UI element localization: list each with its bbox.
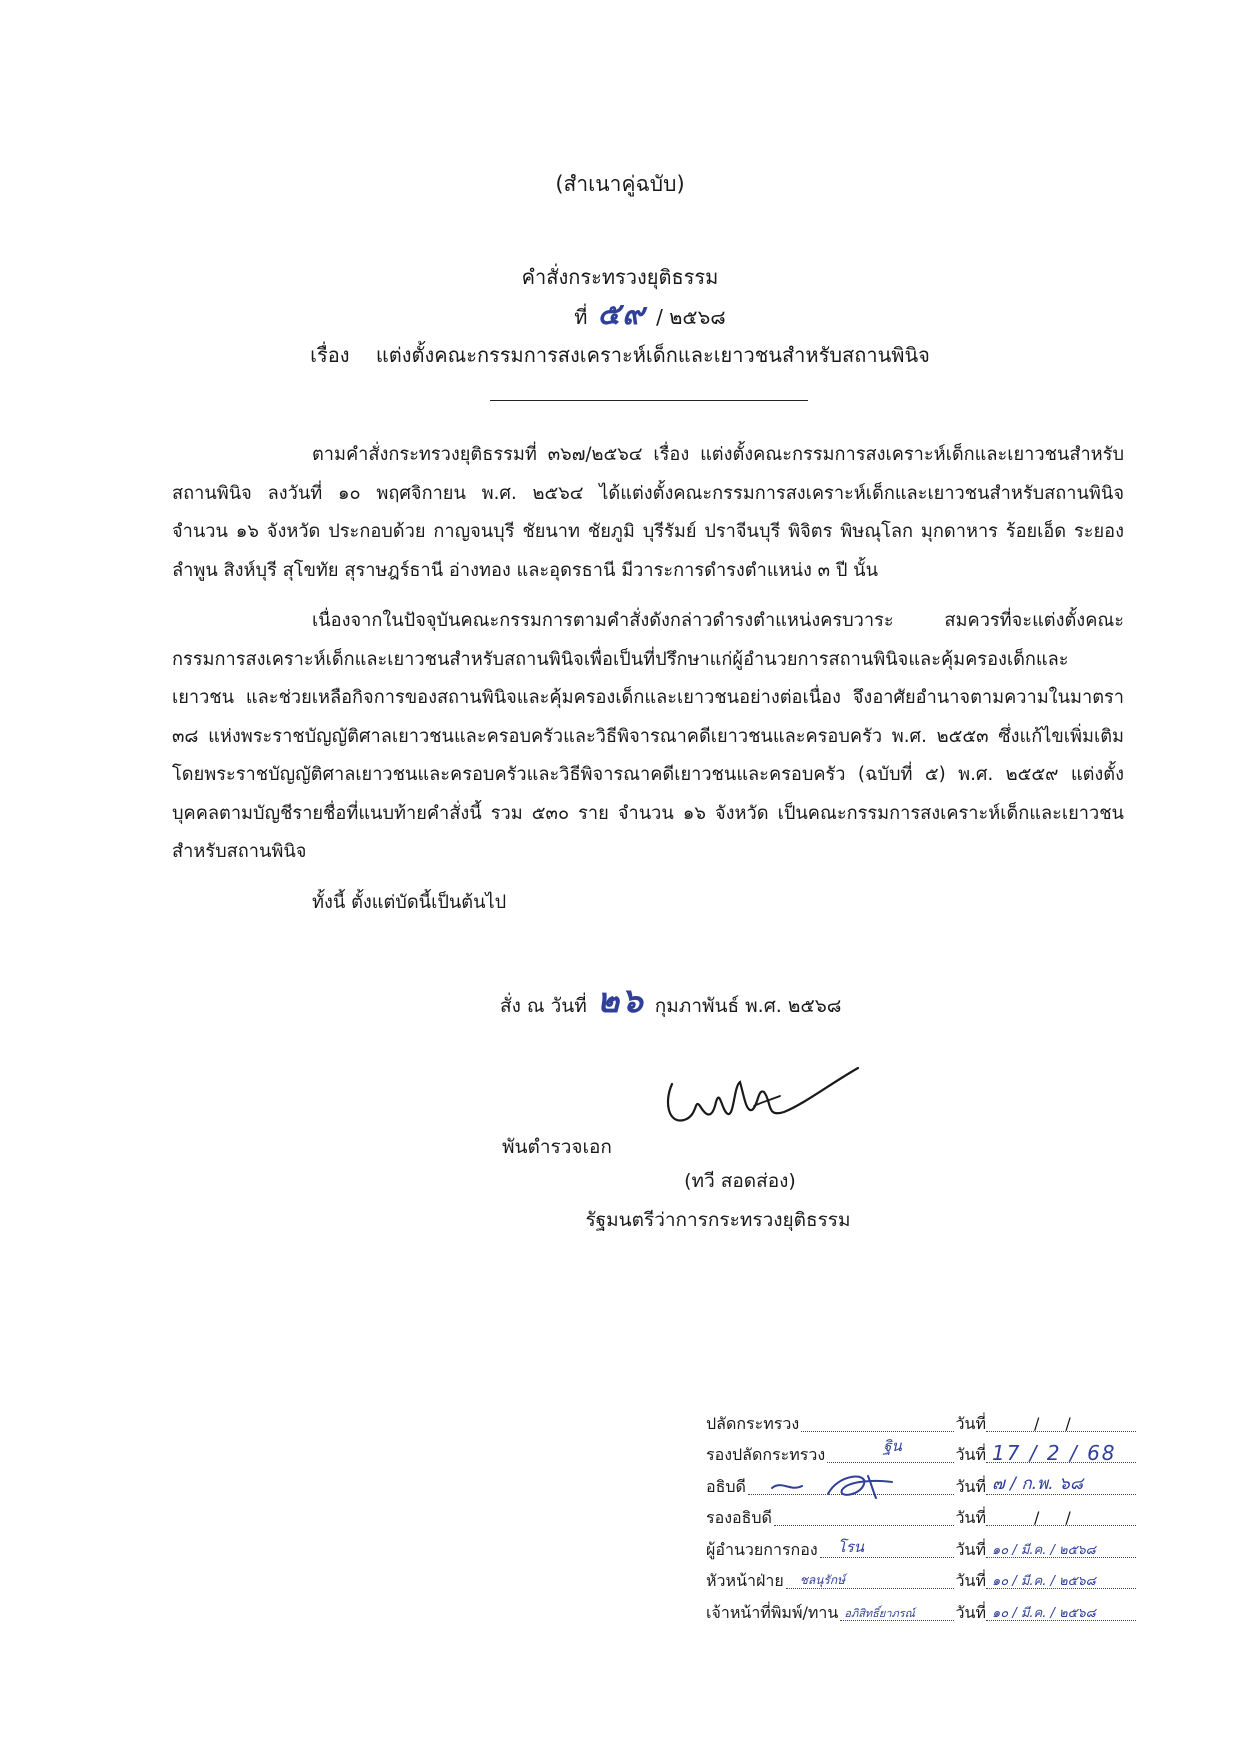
order-number	[0, 296, 1240, 336]
date-line	[986, 1574, 1136, 1589]
initials-line	[748, 1493, 954, 1495]
routing-label: รองอธิบดี	[706, 1508, 772, 1527]
order-date	[500, 973, 841, 1027]
number-year: / ๒๕๖๘	[656, 305, 726, 329]
date-line	[986, 1441, 1136, 1465]
initials-scribble	[768, 1470, 898, 1500]
date-label: วันที่	[955, 1571, 986, 1590]
routing-label: เจ้าหน้าที่พิมพ์/ทาน	[706, 1602, 839, 1622]
date-label: วันที่	[955, 1602, 986, 1622]
date-blank-slashes: //	[1034, 1508, 1097, 1527]
handwritten-order-number: ๕๙	[597, 297, 647, 332]
routing-row	[706, 1437, 1136, 1469]
handwritten-date: ๑๐ / มี.ค. / ๒๕๖๘	[992, 1574, 1096, 1589]
order-date-prefix: สั่ง ณ วันที่	[500, 995, 587, 1017]
routing-label: ปลัดกระทรวง	[706, 1413, 800, 1433]
routing-approval-list	[706, 1405, 1136, 1626]
subject-text: แต่งตั้งคณะกรรมการสงเคราะห์เด็กและเยาวชนสำหรับสถานพินิจ	[375, 343, 930, 367]
initials: อภิสิทธิ์ยาภรณ์	[844, 1606, 915, 1620]
signature-mark	[654, 1062, 864, 1158]
subject-line	[0, 336, 1240, 374]
routing-row	[706, 1405, 1136, 1437]
initials: ชลนุรักษ์	[799, 1573, 846, 1587]
initials-line	[786, 1573, 954, 1589]
initials: โรน	[837, 1537, 865, 1556]
signer-position: รัฐมนตรีว่าการกระทรวงยุติธรรม	[585, 1209, 851, 1231]
order-title: คำสั่งกระทรวงยุติธรรม	[521, 265, 719, 289]
date-label: วันที่	[955, 1539, 986, 1559]
number-prefix: ที่	[574, 305, 588, 329]
signer-rank: พันตำรวจเอก	[502, 1136, 612, 1158]
initials-line	[774, 1524, 954, 1526]
routing-row	[706, 1500, 1136, 1532]
handwritten-date: ๑๐ / มี.ค. / ๒๕๖๘	[992, 1605, 1096, 1621]
initials-line	[820, 1537, 954, 1558]
body-paragraph-3: ทั้งนี้ ตั้งแต่บัดนี้เป็นต้นไป	[312, 891, 507, 913]
initials-line	[801, 1430, 953, 1432]
initials: ฐิน	[883, 1437, 902, 1455]
handwritten-date: 17 / 2 / 68	[992, 1441, 1117, 1465]
routing-row	[706, 1563, 1136, 1595]
subject-label: เรื่อง	[310, 343, 350, 367]
header-divider	[490, 400, 808, 401]
handwritten-date: ๑๐ / มี.ค. / ๒๕๖๘	[992, 1542, 1096, 1558]
initials-line	[840, 1606, 953, 1621]
date-label: วันที่	[955, 1476, 986, 1496]
copy-label: (สำเนาคู่ฉบับ)	[555, 172, 685, 196]
routing-label: รองปลัดกระทรวง	[706, 1445, 826, 1464]
date-line	[986, 1542, 1136, 1558]
routing-row	[706, 1531, 1136, 1563]
order-body	[172, 436, 1124, 922]
routing-label: ผู้อำนวยการกอง	[706, 1539, 818, 1559]
order-date-month-year: กุมภาพันธ์ พ.ศ. ๒๕๖๘	[654, 995, 842, 1017]
date-label: วันที่	[955, 1508, 986, 1527]
routing-label: อธิบดี	[706, 1476, 746, 1496]
routing-label: หัวหน้าฝ่าย	[706, 1571, 784, 1590]
date-line	[986, 1508, 1136, 1527]
date-line	[986, 1473, 1136, 1495]
order-date-day-handwritten: ๒๖	[596, 981, 645, 1021]
body-paragraph-2: เนื่องจากในปัจจุบันคณะกรรมการตามคำสั่งดังกล่าวดำรงตำแหน่งครบวาระ สมควรที่จะแต่งตั้งคณะกรรมการสงเคราะห์เด็กและเยาวชนสำหรับสถานพินิจเพื่อเป็นที่ปรึกษาแก่ผู้อำนวยการสถานพินิจและคุ้มครองเด็กและเยาวชน และช่วยเหลือกิจการของสถานพินิจและคุ้มครองเด็กและเยาวชนอย่างต่อเนื่อง จึงอาศัยอำนาจตามความในมาตรา ๓๘ แห่งพระราชบัญญัติศาลเยาวชนและครอบครัวและวิธีพิจารณาคดีเยาวชนและครอบครัว พ.ศ. ๒๕๕๓ ซึ่งแก้ไขเพิ่มเติม โดยพระราชบัญญัติศาลเยาวชนและครอบครัวและวิธีพิจารณาคดีเยาวชนและครอบครัว (ฉบับที่ ๕) พ.ศ. ๒๕๕๙ แต่งตั้งบุคคลตามบัญชีรายชื่อที่แนบท้ายคำสั่งนี้ รวม ๕๓๐ ราย จำนวน ๑๖ จังหวัด เป็นคณะกรรมการสงเคราะห์เด็กและเยาวชนสำหรับสถานพินิจ	[172, 610, 1124, 862]
signer-name: (ทวี สอดส่อง)	[684, 1170, 796, 1192]
date-blank-slashes: //	[1034, 1413, 1097, 1433]
body-paragraph-1: ตามคำสั่งกระทรวงยุติธรรมที่ ๓๖๗/๒๕๖๔ เรื่อง แต่งตั้งคณะกรรมการสงเคราะห์เด็กและเยาวชนสำหรับสถานพินิจ ลงวันที่ ๑๐ พฤศจิกายน พ.ศ. ๒๕๖๔ ได้แต่งตั้งคณะกรรมการสงเคราะห์เด็กและเยาวชนสำหรับสถานพินิจ จำนวน ๑๖ จังหวัด ประกอบด้วย กาญจนบุรี ชัยนาท ชัยภูมิ บุรีรัมย์ ปราจีนบุรี พิจิตร พิษณุโลก มุกดาหาร ร้อยเอ็ด ระยอง ลำพูน สิงห์บุรี สุโขทัย สุราษฎร์ธานี อ่างทอง และอุดรธานี มีวาระการดำรงตำแหน่ง ๓ ปี นั้น	[172, 444, 1124, 581]
routing-row	[706, 1594, 1136, 1626]
handwritten-date: ๗ / ก.พ. ๖๘	[992, 1473, 1083, 1494]
date-line	[986, 1413, 1136, 1433]
date-label: วันที่	[955, 1445, 986, 1464]
title-block	[0, 258, 1240, 374]
date-line	[986, 1605, 1136, 1621]
initials-line	[827, 1437, 953, 1463]
date-label: วันที่	[955, 1413, 986, 1433]
routing-row	[706, 1468, 1136, 1500]
